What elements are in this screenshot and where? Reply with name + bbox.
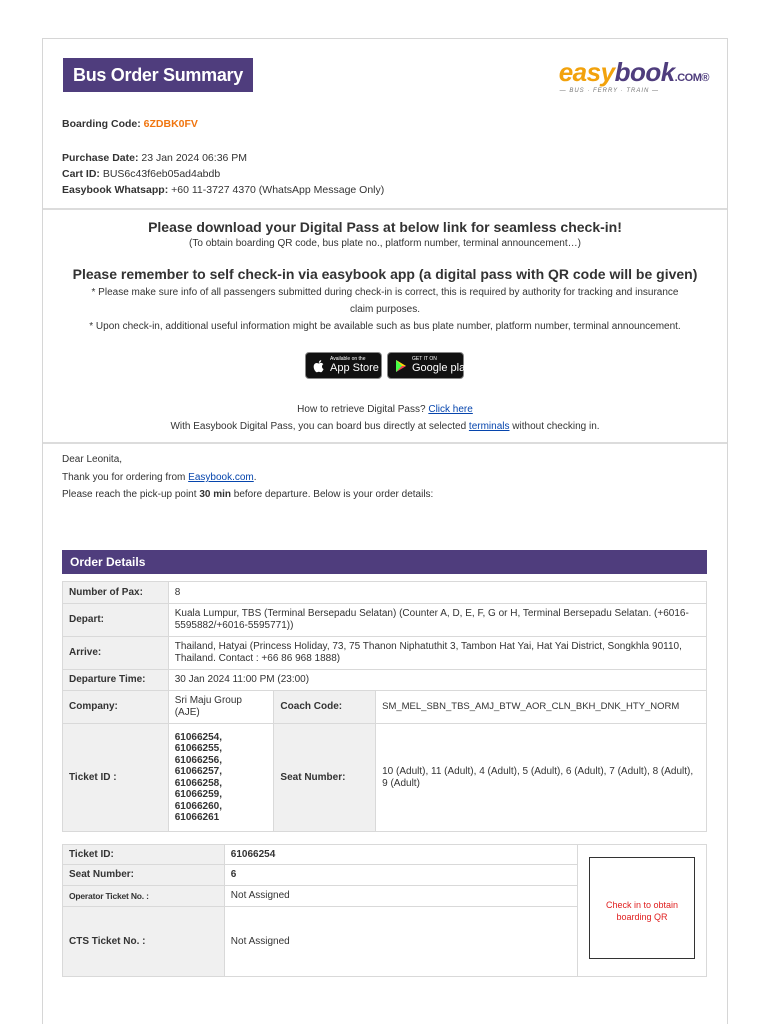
page-title: Bus Order Summary (63, 58, 253, 92)
apple-icon (311, 358, 327, 374)
logo-com: .COM® (674, 72, 709, 84)
ticket-id-item: 61066261 (174, 812, 220, 823)
depart-value: Kuala Lumpur, TBS (Terminal Bersepadu Selatan) (Counter A, D, E, F, G or H, Terminal Bersepadu Selatan. (+6016-5595882/+6016-5595771)) (168, 604, 706, 637)
click-here-link[interactable]: Click here (428, 404, 473, 415)
retrieve-pass-text: How to retrieve Digital Pass? (297, 404, 426, 415)
board-text-before: With Easybook Digital Pass, you can board bus directly at selected (170, 421, 467, 432)
company-label: Company: (63, 691, 169, 724)
app-store-button[interactable] (305, 352, 382, 379)
checkin-note-2: * Upon check-in, additional useful information might be available such as bus plate number, platform number, terminal announcement. (89, 321, 681, 332)
ticket-id-item: 61066256, (174, 754, 222, 766)
pax-label: Number of Pax: (63, 582, 169, 604)
operator-ticket-value: Not Assigned (224, 886, 577, 907)
departure-time-label: Departure Time: (63, 670, 169, 691)
purchase-date-row (62, 152, 247, 164)
logo-easy: easy (558, 57, 615, 87)
google-play-icon (393, 358, 409, 374)
ticket-id-item: 61066255, (174, 743, 222, 754)
reach-before: Please reach the pick-up point (62, 489, 197, 500)
order-details-table (62, 581, 707, 832)
self-checkin-heading: Please remember to self check-in via easybook app (a digital pass with QR code will be given) (72, 266, 698, 282)
table-row (63, 670, 707, 691)
cart-id-label: Cart ID: (62, 168, 100, 180)
boarding-qr-placeholder (589, 857, 695, 959)
order-details-header: Order Details (62, 550, 707, 574)
table-row (63, 724, 707, 832)
depart-label: Depart: (63, 604, 169, 637)
order-summary-page (42, 38, 728, 1024)
greeting-reach (62, 489, 433, 500)
operator-ticket-label: Operator Ticket No. : (63, 886, 225, 907)
board-text-after: without checking in. (512, 421, 600, 432)
seat-number-value: 10 (Adult), 11 (Adult), 4 (Adult), 5 (Adult), 6 (Adult), 7 (Adult), 8 (Adult), 9 (Adult) (376, 724, 707, 832)
qr-placeholder-text: Check in to obtain boarding QR (605, 900, 679, 922)
whatsapp-label: Easybook Whatsapp: (62, 184, 169, 196)
digital-pass-subtext: (To obtain boarding QR code, bus plate no., platform number, terminal announcement…) (189, 238, 581, 249)
ticket-id-list (168, 724, 274, 832)
seat-number-label: Seat Number: (63, 865, 225, 886)
ticket-id-label: Ticket ID: (63, 845, 225, 865)
checkin-note-1a: * Please make sure info of all passengers submitted during check-in is correct, this is required by authority for tracking and insurance (91, 287, 679, 298)
arrive-value: Thailand, Hatyai (Princess Holiday, 73, 75 Thanon Niphatuthit 3, Tambon Hat Yai, Hat Yai District, Songkhla 90110, Thailand. Contact : +66 86 968 1888) (168, 637, 706, 670)
cts-ticket-value: Not Assigned (224, 907, 577, 977)
ticket-id-item: 61066257, (174, 766, 222, 777)
divider (43, 208, 727, 210)
seat-number-value: 6 (224, 865, 577, 886)
coach-code-label: Coach Code: (274, 691, 376, 724)
terminals-link[interactable]: terminals (468, 421, 510, 432)
pax-value: 8 (168, 582, 706, 604)
cts-ticket-label: CTS Ticket No. : (63, 907, 225, 977)
greeting-dear: Dear Leonita, (62, 454, 123, 465)
table-row (63, 582, 707, 604)
reach-bold: 30 min (199, 489, 231, 500)
thanks-after: . (253, 472, 257, 483)
checkin-note-1b: claim purposes. (349, 304, 421, 315)
boarding-code-row (62, 118, 198, 130)
arrive-label: Arrive: (63, 637, 169, 670)
table-row (63, 604, 707, 637)
retrieve-pass-line (43, 401, 727, 418)
table-row (63, 637, 707, 670)
google-play-big: Google play (412, 362, 471, 374)
reach-after: before departure. Below is your order details: (233, 489, 434, 500)
whatsapp-row (62, 184, 384, 196)
board-directly-line (43, 418, 727, 435)
greeting-thanks (62, 472, 257, 483)
boarding-code-label: Boarding Code: (62, 118, 141, 130)
logo-tagline: — BUS · FERRY · TRAIN — (559, 88, 659, 94)
departure-time-value: 30 Jan 2024 11:00 PM (23:00) (168, 670, 706, 691)
company-value: Sri Maju Group (AJE) (168, 691, 274, 724)
cart-id-value: BUS6c43f6eb05ad4abdb (102, 168, 221, 180)
purchase-date-value: 23 Jan 2024 06:36 PM (141, 152, 248, 164)
table-row (63, 691, 707, 724)
app-store-big: App Store (330, 362, 379, 374)
ticket-id-item: 61066258, (174, 777, 222, 789)
whatsapp-value: +60 11-3727 4370 (WhatsApp Message Only) (171, 184, 385, 196)
cart-id-row (62, 168, 220, 180)
divider (43, 442, 727, 444)
seat-number-label: Seat Number: (274, 724, 376, 832)
ticket-id-item: 61066260, (174, 800, 222, 812)
digital-pass-heading: Please download your Digital Pass at below link for seamless check-in! (148, 219, 622, 235)
google-play-small: GET IT ON (412, 356, 437, 362)
google-play-button[interactable] (387, 352, 471, 379)
coach-code-value: SM_MEL_SBN_TBS_AMJ_BTW_AOR_CLN_BKH_DNK_HTY_NORM (376, 691, 707, 724)
boarding-code-value: 6ZDBK0FV (143, 118, 198, 130)
ticket-id-label: Ticket ID : (63, 724, 169, 832)
ticket-id-item: 61066259, (174, 789, 222, 800)
purchase-date-label: Purchase Date: (62, 152, 139, 164)
ticket-id-item: 61066254, (174, 731, 222, 743)
logo-book: book (614, 57, 675, 87)
easybook-logo[interactable] (539, 57, 709, 99)
ticket-id-value: 61066254 (224, 845, 577, 865)
app-store-small: Available on the (330, 356, 366, 362)
thanks-before: Thank you for ordering from (62, 472, 186, 483)
easybook-link[interactable]: Easybook.com (188, 472, 254, 483)
